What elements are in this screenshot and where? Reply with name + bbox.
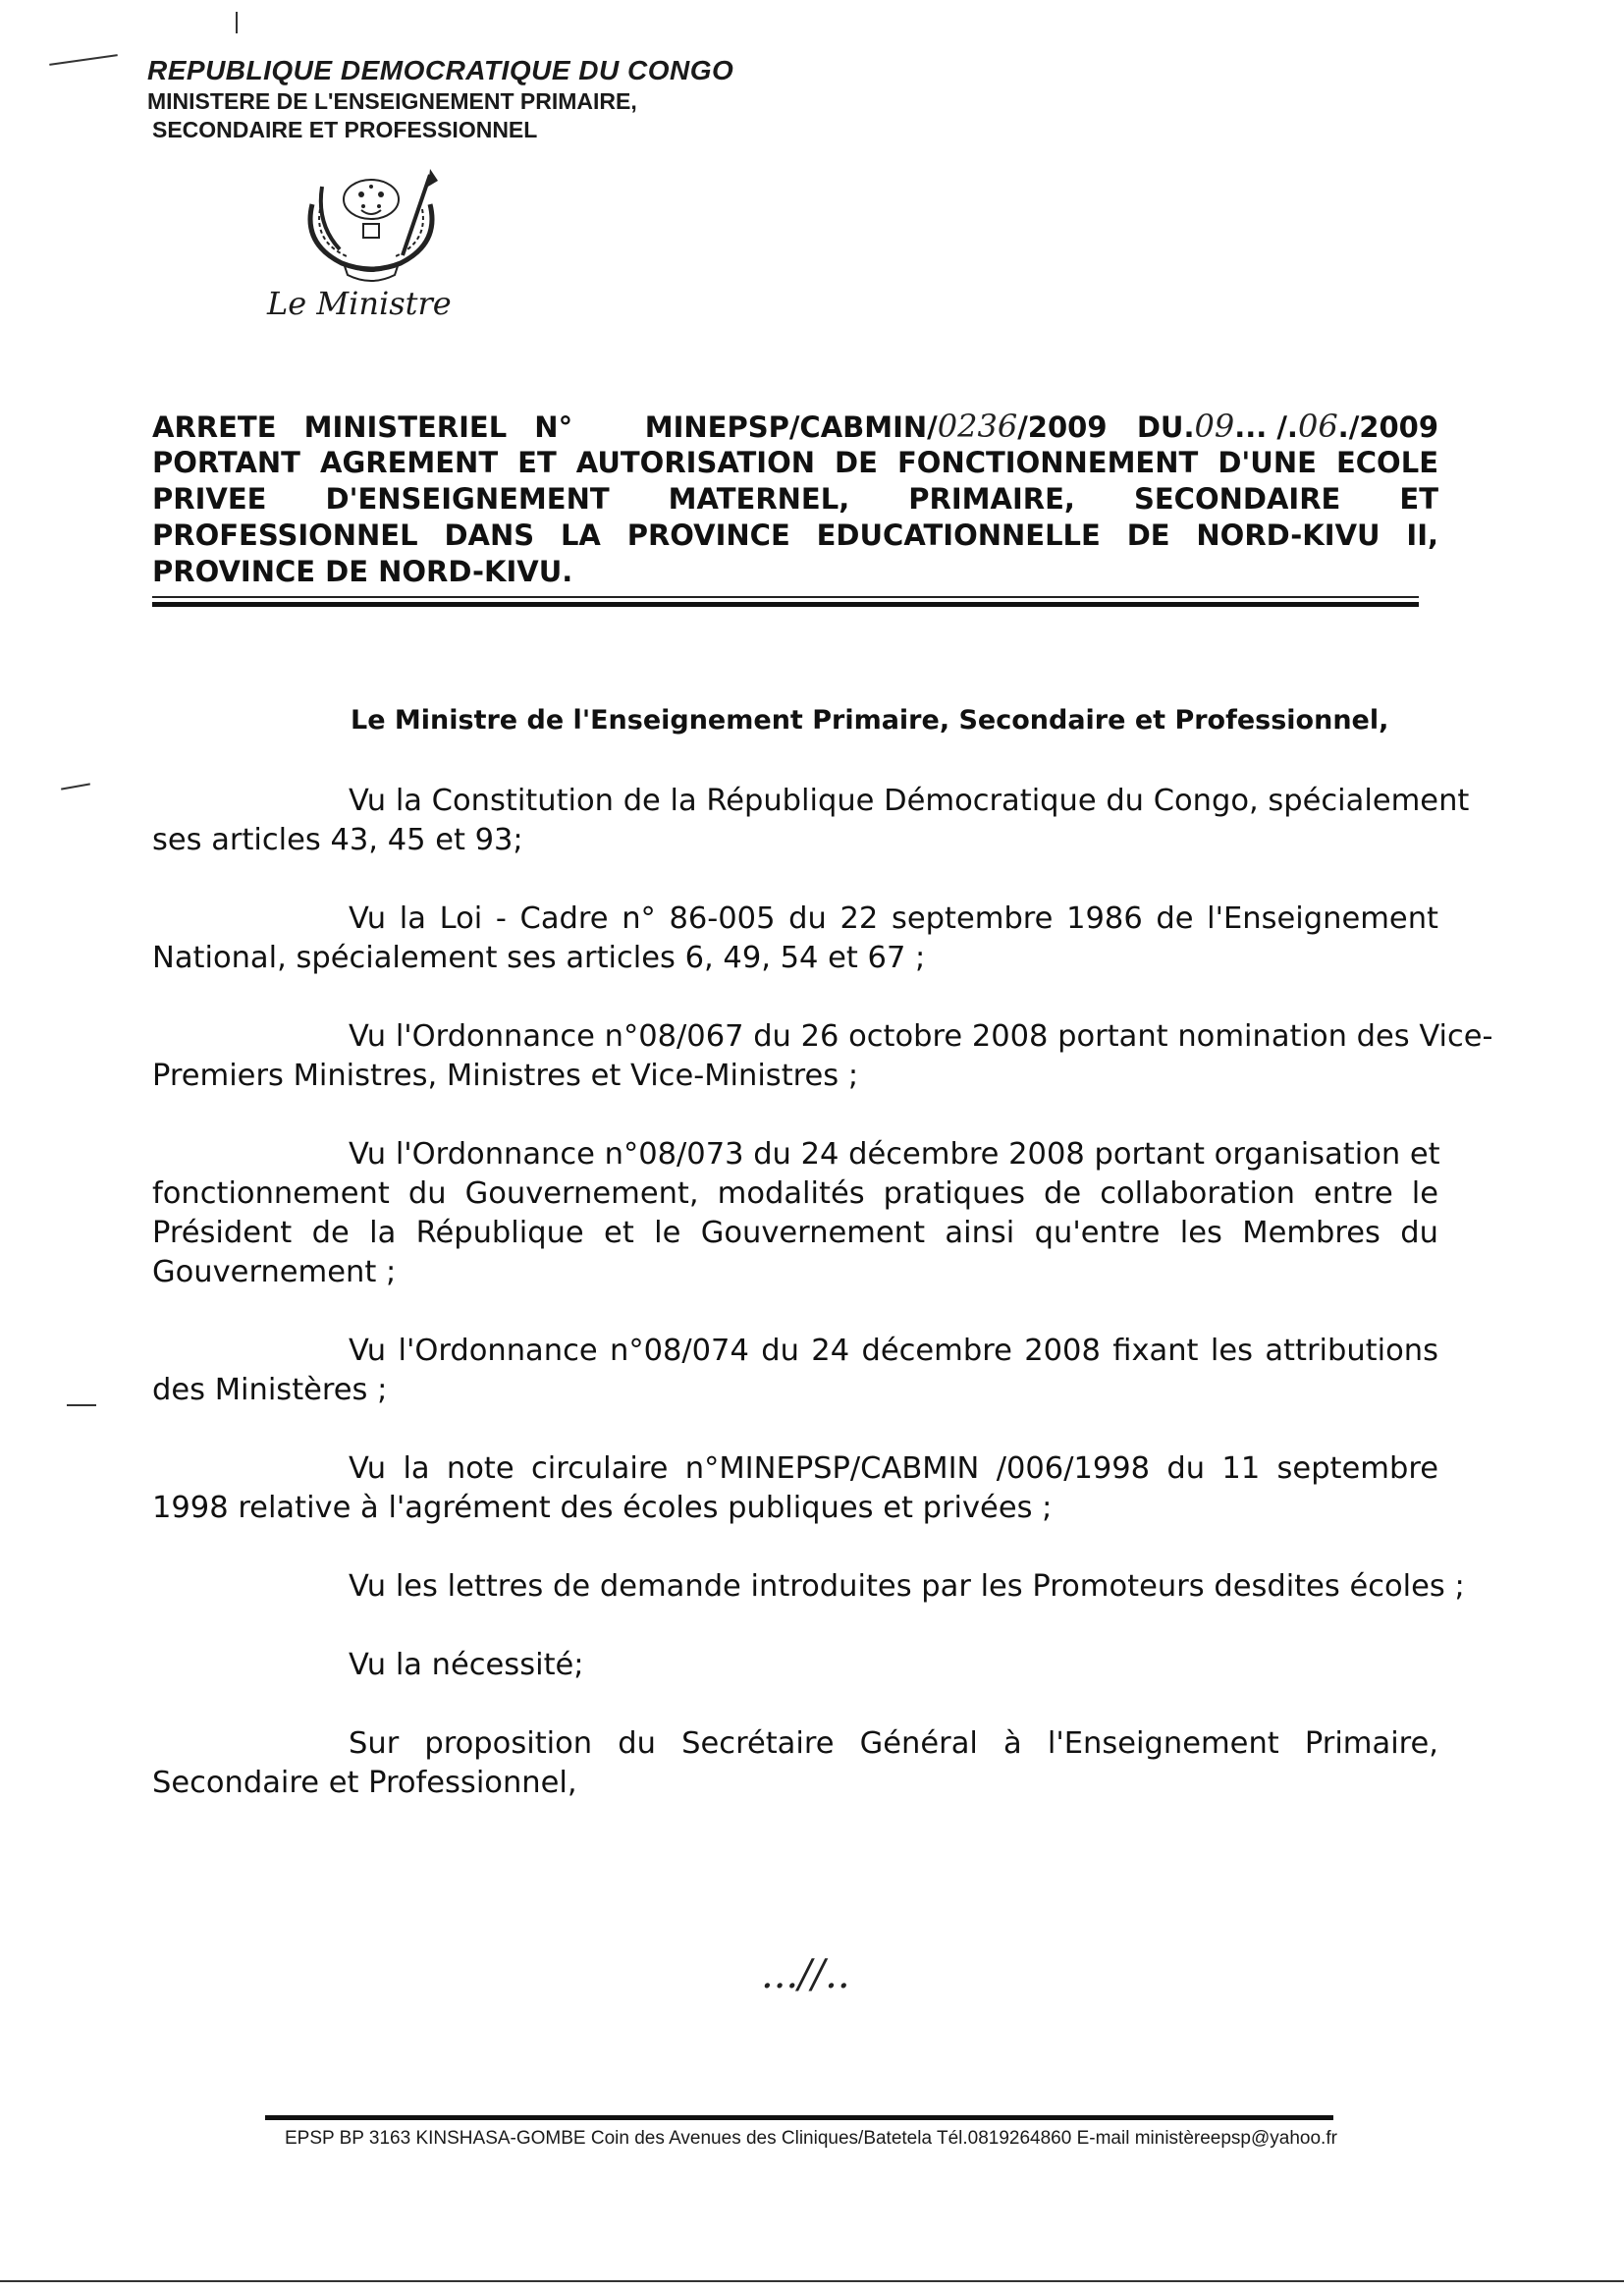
republic-heading: REPUBLIQUE DEMOCRATIQUE DU CONGO xyxy=(147,55,734,85)
signatory-title: Le Ministre xyxy=(267,285,452,322)
considerant-paragraph xyxy=(152,1017,1493,1096)
scan-mark xyxy=(236,12,238,33)
decree-ref-number: 0236 xyxy=(937,408,1018,445)
page-bottom-edge xyxy=(0,2280,1624,2282)
paragraph-line: Secondaire et Professionnel, xyxy=(152,1766,577,1800)
considerant-paragraph xyxy=(152,782,1470,860)
decree-title-line-5: PROVINCE DE NORD-KIVU. xyxy=(152,555,573,588)
considerant-paragraph xyxy=(152,1449,1438,1528)
paragraph-line: Premiers Ministres, Ministres et Vice-Ministres ; xyxy=(152,1059,859,1093)
title-rule-thick xyxy=(152,602,1419,607)
considerant-paragraph xyxy=(152,1646,1438,1685)
scan-mark xyxy=(49,54,118,66)
paragraph-line: Vu la Constitution de la République Démocratique du Congo, spécialement xyxy=(349,784,1470,818)
paragraph-line: fonctionnement du Gouvernement, modalités pratiques de collaboration entre le xyxy=(152,1176,1438,1211)
decree-title-line-4: PROFESSIONNEL DANS LA PROVINCE EDUCATIONNELLE DE NORD-KIVU II, xyxy=(152,518,1438,552)
paragraph-line: Vu la nécessité; xyxy=(349,1648,584,1682)
ministry-line-1: MINISTERE DE L'ENSEIGNEMENT PRIMAIRE, xyxy=(147,88,637,114)
decree-date-separator: ... /. xyxy=(1234,410,1298,444)
paragraph-line: Vu la note circulaire n°MINEPSP/CABMIN /006/1998 du 11 septembre xyxy=(349,1451,1438,1486)
considerant-paragraph xyxy=(152,1567,1465,1607)
title-rule-thin xyxy=(152,596,1419,598)
decree-label: ARRETE MINISTERIEL N° xyxy=(152,410,573,444)
decree-title-line-3: PRIVEE D'ENSEIGNEMENT MATERNEL, PRIMAIRE, SECONDAIRE ET xyxy=(152,482,1438,516)
scan-mark xyxy=(61,783,90,790)
decree-reference xyxy=(645,409,1438,446)
decree-date-month: 06 xyxy=(1297,408,1338,445)
paragraph-line: Président de la République et le Gouvernement ainsi qu'entre les Membres du xyxy=(152,1216,1438,1250)
paragraph-line: Vu les lettres de demande introduites par les Promoteurs desdites écoles ; xyxy=(349,1569,1465,1604)
page-continuation-mark: ...//.. xyxy=(761,1952,850,1997)
paragraph-line: Sur proposition du Secrétaire Général à l'Enseignement Primaire, xyxy=(349,1726,1438,1761)
scan-mark xyxy=(67,1404,96,1406)
paragraph-line: ses articles 43, 45 et 93; xyxy=(152,823,523,857)
paragraph-line: Vu l'Ordonnance n°08/067 du 26 octobre 2008 portant nomination des Vice- xyxy=(349,1019,1493,1054)
paragraph-line: 1998 relative à l'agrément des écoles publiques et privées ; xyxy=(152,1491,1053,1525)
footer-rule xyxy=(265,2115,1333,2120)
decree-title-line-1 xyxy=(152,409,1438,446)
considerant-paragraph xyxy=(152,1332,1438,1410)
footer-address: EPSP BP 3163 KINSHASA-GOMBE Coin des Avenues des Cliniques/Batetela Tél.0819264860 E-mail ministèreepsp@yahoo.fr xyxy=(285,2128,1337,2149)
paragraph-line: National, spécialement ses articles 6, 49, 54 et 67 ; xyxy=(152,941,926,975)
paragraph-line: Vu la Loi - Cadre n° 86-005 du 22 septembre 1986 de l'Enseignement xyxy=(349,901,1438,936)
decree-date-prefix: DU. xyxy=(1136,410,1195,444)
ministry-line-2: SECONDAIRE ET PROFESSIONNEL xyxy=(152,117,538,142)
paragraph-line: des Ministères ; xyxy=(152,1373,388,1407)
paragraph-line: Vu l'Ordonnance n°08/073 du 24 décembre 2008 portant organisation et xyxy=(349,1137,1440,1172)
decree-ref-prefix: MINEPSP/CABMIN/ xyxy=(644,410,938,444)
paragraph-line: Gouvernement ; xyxy=(152,1255,397,1289)
decree-date-year: ./2009 xyxy=(1337,410,1438,444)
decree-date-day: 09 xyxy=(1194,408,1235,445)
body-heading: Le Ministre de l'Enseignement Primaire, Secondaire et Professionnel, xyxy=(351,705,1389,736)
considerant-paragraph xyxy=(152,1135,1438,1292)
decree-ref-year: /2009 xyxy=(1017,410,1108,444)
decree-title-line-2: PORTANT AGREMENT ET AUTORISATION DE FONCTIONNEMENT D'UNE ECOLE xyxy=(152,446,1438,479)
considerant-paragraph xyxy=(152,900,1438,978)
considerant-paragraph xyxy=(152,1724,1438,1803)
paragraph-line: Vu l'Ordonnance n°08/074 du 24 décembre 2008 fixant les attributions xyxy=(349,1334,1438,1368)
coat-of-arms-icon xyxy=(293,165,450,283)
